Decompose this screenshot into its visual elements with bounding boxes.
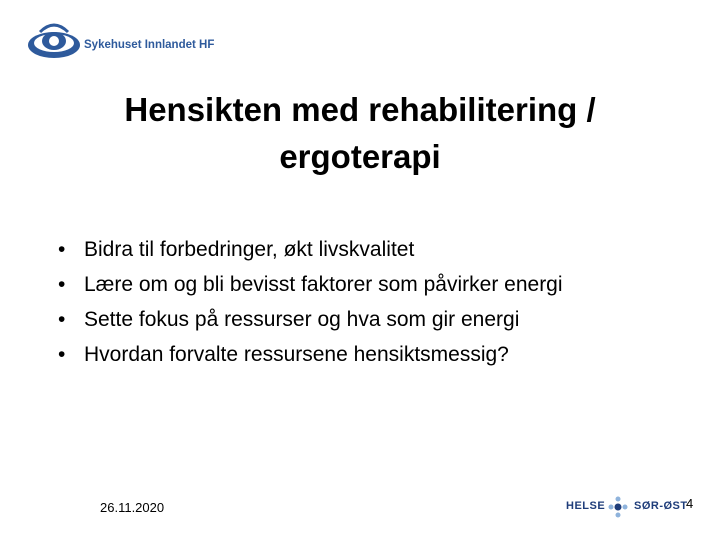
bullet-point: • — [58, 273, 66, 296]
bullet-list — [58, 232, 563, 372]
bullet-item — [58, 232, 563, 267]
bullet-text: Sette fokus på ressurser og hva som gir energi — [84, 308, 520, 331]
bullet-point: • — [58, 238, 66, 261]
slide-title — [40, 86, 680, 180]
bullet-point: • — [58, 308, 66, 331]
page-number: 4 — [686, 496, 694, 511]
bullet-text: Bidra til forbedringer, økt livskvalitet — [84, 238, 415, 261]
sykehuset-innlandet-logo-icon — [24, 18, 84, 66]
footer-org-left: HELSE — [566, 500, 606, 512]
footer-org-right: SØR-ØST — [634, 500, 688, 512]
bullet-item — [58, 302, 563, 337]
helse-sor-ost-dots-icon — [606, 494, 630, 520]
footer-date: 26.11.2020 — [100, 500, 165, 515]
bullet-point: • — [58, 343, 66, 366]
bullet-item — [58, 337, 563, 372]
bullet-item — [58, 267, 563, 302]
bullet-text: Hvordan forvalte ressursene hensiktsmessig? — [84, 343, 509, 366]
slide-title-line-1: Hensikten med rehabilitering / — [124, 91, 596, 128]
slide-title-line-2: ergoterapi — [279, 138, 441, 175]
logo-text: Sykehuset Innlandet HF — [84, 39, 215, 51]
bullet-text: Lære om og bli bevisst faktorer som påvirker energi — [84, 273, 563, 296]
